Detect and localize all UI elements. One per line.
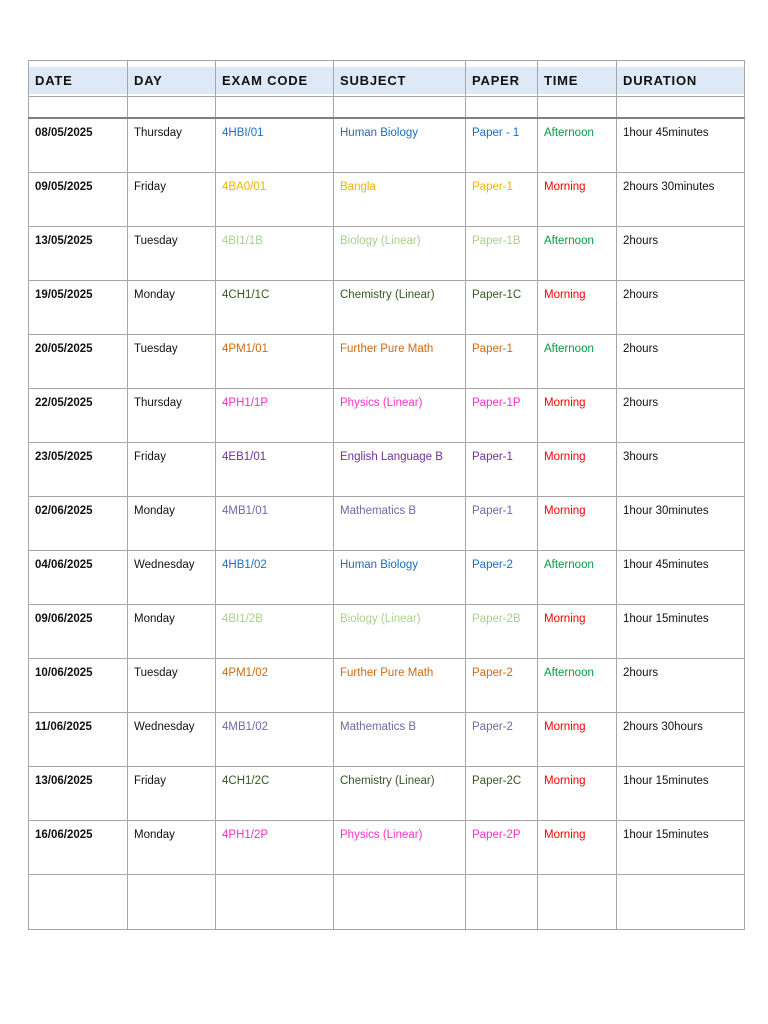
- date-cell: 23/05/2025: [29, 442, 128, 496]
- time-cell: Morning: [538, 766, 617, 820]
- day-cell: Friday: [128, 172, 216, 226]
- exam-code-cell: 4HBI/01: [216, 118, 334, 172]
- paper-cell: Paper-1C: [466, 280, 538, 334]
- header-date: [29, 61, 128, 97]
- day-cell: Friday: [128, 442, 216, 496]
- header-subject: [334, 61, 466, 97]
- date-cell: 13/06/2025: [29, 766, 128, 820]
- subject-cell: Bangla: [334, 172, 466, 226]
- paper-cell: Paper-2B: [466, 604, 538, 658]
- table-row: [29, 820, 745, 874]
- date-cell: 08/05/2025: [29, 118, 128, 172]
- subject-cell: Mathematics B: [334, 496, 466, 550]
- paper-cell: Paper-2: [466, 550, 538, 604]
- day-cell: Wednesday: [128, 550, 216, 604]
- empty-row: [29, 874, 745, 929]
- day-cell: Monday: [128, 496, 216, 550]
- header-paper: [466, 61, 538, 97]
- day-cell: Friday: [128, 766, 216, 820]
- header-time-label: TIME: [538, 67, 616, 94]
- spacer-cell: [538, 97, 617, 119]
- date-cell: 02/06/2025: [29, 496, 128, 550]
- table-row: [29, 388, 745, 442]
- day-cell: Thursday: [128, 118, 216, 172]
- date-cell: 11/06/2025: [29, 712, 128, 766]
- date-cell: 09/05/2025: [29, 172, 128, 226]
- time-cell: Morning: [538, 388, 617, 442]
- spacer-cell: [334, 97, 466, 119]
- header-paper-label: PAPER: [466, 67, 537, 94]
- header-date-label: DATE: [29, 67, 127, 94]
- empty-cell: [538, 874, 617, 929]
- paper-cell: Paper-2C: [466, 766, 538, 820]
- header-duration-label: DURATION: [617, 67, 744, 94]
- header-row: [29, 61, 745, 97]
- exam-code-cell: 4PM1/02: [216, 658, 334, 712]
- table-row: [29, 604, 745, 658]
- table-row: [29, 118, 745, 172]
- time-cell: Afternoon: [538, 550, 617, 604]
- date-cell: 10/06/2025: [29, 658, 128, 712]
- exam-code-cell: 4MB1/02: [216, 712, 334, 766]
- empty-cell: [334, 874, 466, 929]
- duration-cell: 2hours: [617, 388, 745, 442]
- exam-code-cell: 4CH1/1C: [216, 280, 334, 334]
- empty-cell: [216, 874, 334, 929]
- time-cell: Morning: [538, 820, 617, 874]
- header-spacer-row: [29, 97, 745, 119]
- date-cell: 19/05/2025: [29, 280, 128, 334]
- time-cell: Morning: [538, 496, 617, 550]
- header-exam-code-label: EXAM CODE: [216, 67, 333, 94]
- header-time: [538, 61, 617, 97]
- subject-cell: Chemistry (Linear): [334, 280, 466, 334]
- time-cell: Morning: [538, 604, 617, 658]
- time-cell: Morning: [538, 712, 617, 766]
- duration-cell: 1hour 45minutes: [617, 550, 745, 604]
- table-row: [29, 172, 745, 226]
- exam-code-cell: 4PH1/2P: [216, 820, 334, 874]
- exam-code-cell: 4PM1/01: [216, 334, 334, 388]
- paper-cell: Paper-1: [466, 442, 538, 496]
- duration-cell: 2hours: [617, 280, 745, 334]
- paper-cell: Paper-2: [466, 658, 538, 712]
- header-day-label: DAY: [128, 67, 215, 94]
- exam-schedule-table: [28, 60, 745, 930]
- table-row: [29, 550, 745, 604]
- duration-cell: 2hours: [617, 226, 745, 280]
- date-cell: 20/05/2025: [29, 334, 128, 388]
- day-cell: Tuesday: [128, 658, 216, 712]
- subject-cell: Further Pure Math: [334, 658, 466, 712]
- header-exam-code: [216, 61, 334, 97]
- day-cell: Tuesday: [128, 226, 216, 280]
- spacer-cell: [466, 97, 538, 119]
- duration-cell: 1hour 45minutes: [617, 118, 745, 172]
- duration-cell: 2hours 30hours: [617, 712, 745, 766]
- exam-code-cell: 4BI1/1B: [216, 226, 334, 280]
- exam-code-cell: 4BI1/2B: [216, 604, 334, 658]
- table-row: [29, 442, 745, 496]
- duration-cell: 1hour 30minutes: [617, 496, 745, 550]
- table-row: [29, 334, 745, 388]
- subject-cell: Human Biology: [334, 550, 466, 604]
- date-cell: 09/06/2025: [29, 604, 128, 658]
- duration-cell: 2hours: [617, 334, 745, 388]
- subject-cell: Biology (Linear): [334, 226, 466, 280]
- subject-cell: Human Biology: [334, 118, 466, 172]
- paper-cell: Paper-1: [466, 334, 538, 388]
- subject-cell: Chemistry (Linear): [334, 766, 466, 820]
- header-day: [128, 61, 216, 97]
- date-cell: 16/06/2025: [29, 820, 128, 874]
- header-duration: [617, 61, 745, 97]
- exam-code-cell: 4MB1/01: [216, 496, 334, 550]
- duration-cell: 1hour 15minutes: [617, 820, 745, 874]
- subject-cell: Physics (Linear): [334, 820, 466, 874]
- exam-code-cell: 4CH1/2C: [216, 766, 334, 820]
- duration-cell: 1hour 15minutes: [617, 766, 745, 820]
- table-row: [29, 658, 745, 712]
- time-cell: Morning: [538, 442, 617, 496]
- date-cell: 22/05/2025: [29, 388, 128, 442]
- empty-cell: [29, 874, 128, 929]
- empty-cell: [466, 874, 538, 929]
- subject-cell: Biology (Linear): [334, 604, 466, 658]
- day-cell: Thursday: [128, 388, 216, 442]
- subject-cell: English Language B: [334, 442, 466, 496]
- exam-code-cell: 4EB1/01: [216, 442, 334, 496]
- time-cell: Morning: [538, 280, 617, 334]
- spacer-cell: [216, 97, 334, 119]
- paper-cell: Paper-1B: [466, 226, 538, 280]
- duration-cell: 1hour 15minutes: [617, 604, 745, 658]
- day-cell: Tuesday: [128, 334, 216, 388]
- date-cell: 13/05/2025: [29, 226, 128, 280]
- subject-cell: Mathematics B: [334, 712, 466, 766]
- empty-cell: [128, 874, 216, 929]
- spacer-cell: [128, 97, 216, 119]
- paper-cell: Paper-1: [466, 496, 538, 550]
- time-cell: Afternoon: [538, 658, 617, 712]
- table-row: [29, 766, 745, 820]
- spacer-cell: [617, 97, 745, 119]
- header-subject-label: SUBJECT: [334, 67, 465, 94]
- exam-code-cell: 4HB1/02: [216, 550, 334, 604]
- exam-code-cell: 4BA0/01: [216, 172, 334, 226]
- day-cell: Monday: [128, 820, 216, 874]
- exam-code-cell: 4PH1/1P: [216, 388, 334, 442]
- paper-cell: Paper-2P: [466, 820, 538, 874]
- subject-cell: Physics (Linear): [334, 388, 466, 442]
- date-cell: 04/06/2025: [29, 550, 128, 604]
- table-row: [29, 712, 745, 766]
- exam-rows: [29, 118, 745, 929]
- duration-cell: 3hours: [617, 442, 745, 496]
- table-row: [29, 496, 745, 550]
- duration-cell: 2hours: [617, 658, 745, 712]
- paper-cell: Paper-2: [466, 712, 538, 766]
- paper-cell: Paper-1P: [466, 388, 538, 442]
- time-cell: Afternoon: [538, 334, 617, 388]
- duration-cell: 2hours 30minutes: [617, 172, 745, 226]
- day-cell: Monday: [128, 604, 216, 658]
- day-cell: Wednesday: [128, 712, 216, 766]
- day-cell: Monday: [128, 280, 216, 334]
- time-cell: Morning: [538, 172, 617, 226]
- table-row: [29, 226, 745, 280]
- spacer-cell: [29, 97, 128, 119]
- paper-cell: Paper-1: [466, 172, 538, 226]
- time-cell: Afternoon: [538, 118, 617, 172]
- time-cell: Afternoon: [538, 226, 617, 280]
- subject-cell: Further Pure Math: [334, 334, 466, 388]
- paper-cell: Paper - 1: [466, 118, 538, 172]
- table-row: [29, 280, 745, 334]
- empty-cell: [617, 874, 745, 929]
